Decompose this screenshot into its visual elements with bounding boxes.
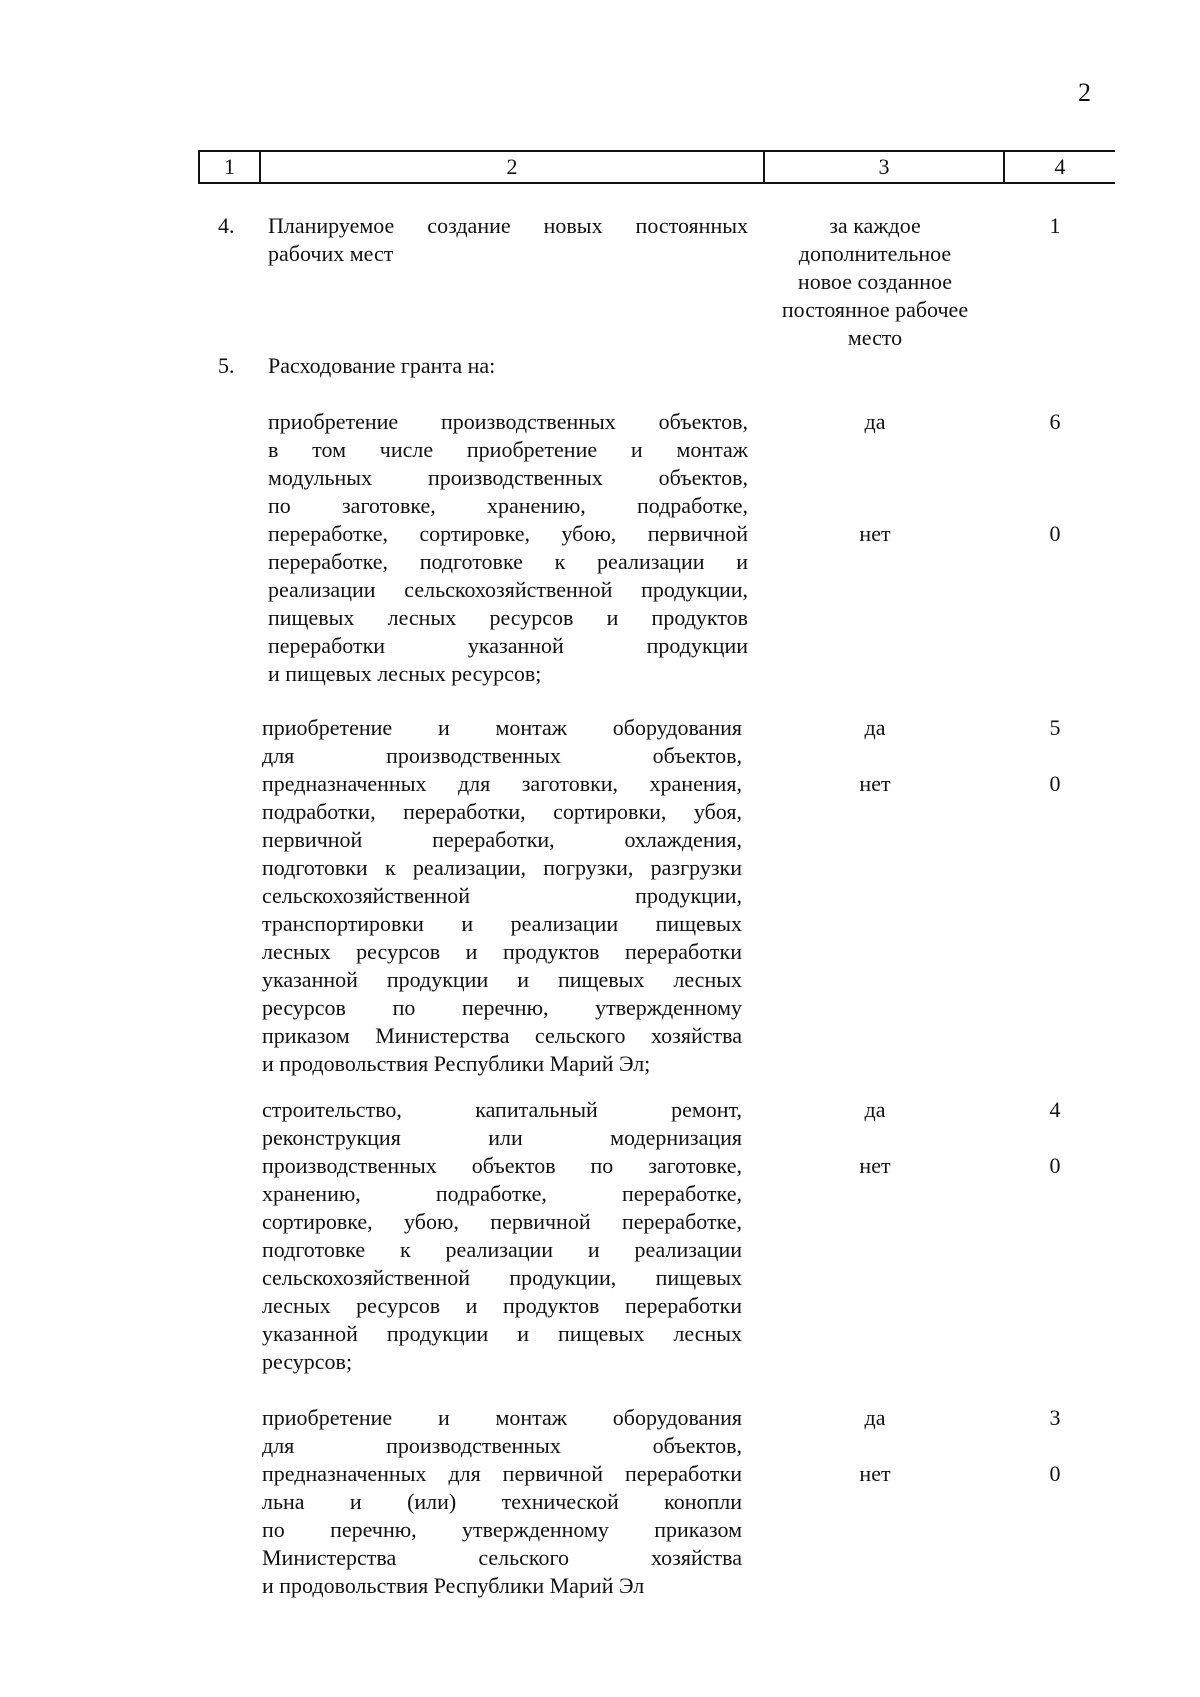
answer-no: нет bbox=[859, 1461, 891, 1486]
grant-item-line: льна и (или) технической конопли bbox=[262, 1489, 742, 1514]
grant-item-line: подготовке к реализации и реализации bbox=[262, 1237, 742, 1262]
grant-item-line: для производственных объектов, bbox=[262, 1433, 742, 1458]
grant-item-line: сельскохозяйственной продукции, пищевых bbox=[262, 1265, 742, 1290]
score-no: 0 bbox=[1049, 1153, 1061, 1178]
header-col-3: 3 bbox=[765, 152, 1005, 182]
grant-item-line: хранению, подработке, переработке, bbox=[262, 1181, 742, 1206]
grant-item-line: предназначенных для заготовки, хранения, bbox=[262, 771, 742, 796]
answer-yes: да bbox=[864, 1097, 886, 1122]
grant-item-line: производственных объектов по заготовке, bbox=[262, 1153, 742, 1178]
grant-item-line: по перечню, утвержденному приказом bbox=[262, 1517, 742, 1542]
table-header bbox=[198, 150, 1115, 184]
grant-item-1-description bbox=[268, 408, 748, 688]
answer-yes: да bbox=[864, 409, 886, 434]
grant-item-1-scores bbox=[1010, 408, 1100, 708]
grant-item-line: приобретение и монтаж оборудования bbox=[262, 1405, 742, 1430]
grant-item-4-answers bbox=[760, 1404, 990, 1504]
grant-item-line: подготовки к реализации, погрузки, разгрузки bbox=[262, 855, 742, 880]
grant-item-3-scores bbox=[1010, 1096, 1100, 1196]
row-4-number: 4. bbox=[218, 213, 235, 238]
grant-item-line: приобретение производственных объектов, bbox=[268, 409, 748, 434]
grant-item-line: пищевых лесных ресурсов и продуктов bbox=[268, 605, 748, 630]
grant-item-line: указанной продукции и пищевых лесных bbox=[262, 967, 742, 992]
grant-item-line: по заготовке, хранению, подработке, bbox=[268, 493, 748, 518]
grant-item-line: для производственных объектов, bbox=[262, 743, 742, 768]
answer-no: нет bbox=[859, 521, 891, 546]
row-4-score: 1 bbox=[1049, 213, 1061, 238]
grant-item-line: подработки, переработки, сортировки, убоя, bbox=[262, 799, 742, 824]
grant-item-line: ресурсов; bbox=[262, 1349, 353, 1374]
grant-item-line: и продовольствия Республики Марий Эл bbox=[262, 1573, 645, 1598]
grant-item-line: сельскохозяйственной продукции, bbox=[262, 883, 742, 908]
grant-item-line: реконструкция или модернизация bbox=[262, 1125, 742, 1150]
grant-item-line: строительство, капитальный ремонт, bbox=[262, 1097, 742, 1122]
score-yes: 3 bbox=[1049, 1405, 1061, 1430]
grant-item-line: первичной переработки, охлаждения, bbox=[262, 827, 742, 852]
row-4-criterion bbox=[760, 212, 990, 352]
grant-item-line: в том числе приобретение и монтаж bbox=[268, 437, 748, 462]
score-no: 0 bbox=[1049, 771, 1061, 796]
grant-item-3-description bbox=[262, 1096, 742, 1376]
score-yes: 5 bbox=[1049, 715, 1061, 740]
score-no: 0 bbox=[1049, 1461, 1061, 1486]
grant-item-2-answers bbox=[760, 714, 990, 814]
score-yes: 4 bbox=[1049, 1097, 1061, 1122]
answer-yes: да bbox=[864, 715, 886, 740]
row-5-number: 5. bbox=[218, 353, 235, 378]
header-col-1: 1 bbox=[198, 152, 261, 182]
row-4-criterion-line: место bbox=[847, 325, 903, 350]
row-4-criterion-line: новое созданное bbox=[797, 269, 953, 294]
grant-item-line: лесных ресурсов и продуктов переработки bbox=[262, 939, 742, 964]
grant-item-line: модульных производственных объектов, bbox=[268, 465, 748, 490]
row-4-line: рабочих мест bbox=[268, 241, 394, 266]
score-no: 0 bbox=[1049, 521, 1061, 546]
grant-item-1-answers bbox=[760, 408, 990, 708]
grant-item-line: приказом Министерства сельского хозяйства bbox=[262, 1023, 742, 1048]
grant-item-line: Министерства сельского хозяйства bbox=[262, 1545, 742, 1570]
row-5-title bbox=[268, 352, 748, 380]
grant-item-line: ресурсов по перечню, утвержденному bbox=[262, 995, 742, 1020]
grant-item-line: и продовольствия Республики Марий Эл; bbox=[262, 1051, 651, 1076]
grant-item-4-scores bbox=[1010, 1404, 1100, 1504]
grant-item-line: и пищевых лесных ресурсов; bbox=[268, 661, 542, 686]
grant-item-line: реализации сельскохозяйственной продукции, bbox=[268, 577, 748, 602]
grant-item-2-scores bbox=[1010, 714, 1100, 814]
row-4-description bbox=[268, 212, 748, 268]
grant-item-3-answers bbox=[760, 1096, 990, 1196]
score-yes: 6 bbox=[1049, 409, 1061, 434]
header-col-2: 2 bbox=[261, 152, 765, 182]
row-4-criterion-line: дополнительное bbox=[798, 241, 952, 266]
grant-item-line: лесных ресурсов и продуктов переработки bbox=[262, 1293, 742, 1318]
answer-no: нет bbox=[859, 771, 891, 796]
grant-item-line: транспортировки и реализации пищевых bbox=[262, 911, 742, 936]
grant-item-line: сортировке, убою, первичной переработке, bbox=[262, 1209, 742, 1234]
page-number: 2 bbox=[1078, 78, 1091, 107]
grant-item-line: предназначенных для первичной переработки bbox=[262, 1461, 742, 1486]
row-5-title-text: Расходование гранта на: bbox=[268, 353, 496, 378]
row-4-line: Планируемое создание новых постоянных bbox=[268, 213, 748, 238]
grant-item-2-description bbox=[262, 714, 742, 1078]
row-4-criterion-line: постоянное рабочее bbox=[781, 297, 969, 322]
grant-item-line: переработки указанной продукции bbox=[268, 633, 748, 658]
grant-item-line: указанной продукции и пищевых лесных bbox=[262, 1321, 742, 1346]
row-4-criterion-line: за каждое bbox=[829, 213, 921, 238]
grant-item-line: переработке, подготовке к реализации и bbox=[268, 549, 748, 574]
answer-no: нет bbox=[859, 1153, 891, 1178]
grant-item-4-description bbox=[262, 1404, 742, 1600]
answer-yes: да bbox=[864, 1405, 886, 1430]
grant-item-line: переработке, сортировке, убою, первичной bbox=[268, 521, 748, 546]
header-col-4: 4 bbox=[1054, 154, 1066, 179]
grant-item-line: приобретение и монтаж оборудования bbox=[262, 715, 742, 740]
